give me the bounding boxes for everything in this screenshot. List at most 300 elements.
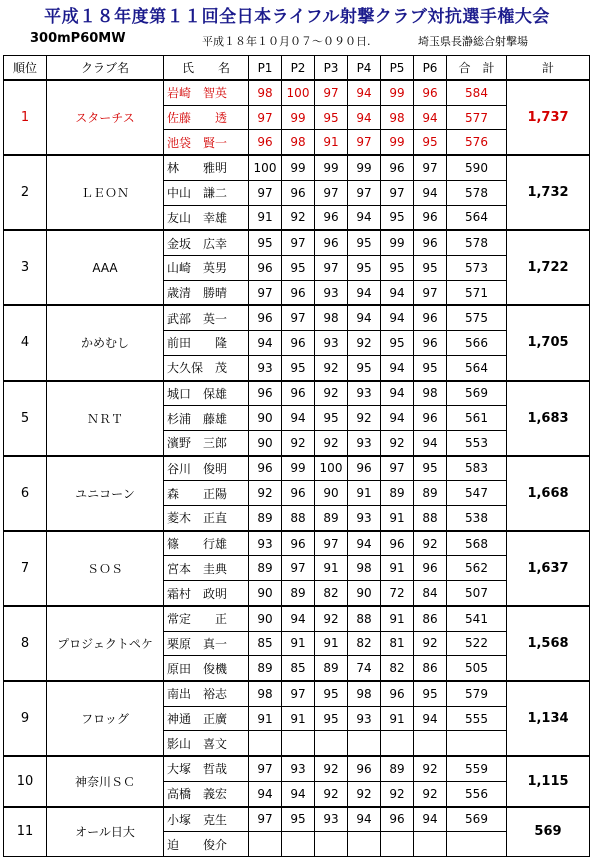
score-p2-cell: 94 (282, 606, 315, 631)
score-p5-cell: 94 (381, 355, 414, 380)
score-p3-cell: 97 (315, 255, 348, 280)
score-p5-cell: 89 (381, 756, 414, 781)
rank-cell: 1 (4, 80, 47, 155)
club-name-cell: ユニコーン (47, 456, 164, 531)
score-p1-cell (249, 832, 282, 857)
shooter-name-cell: 霜村 政明 (164, 581, 249, 606)
team-total-cell: 1,737 (507, 80, 590, 155)
score-p5-cell: 99 (381, 130, 414, 155)
score-p3-cell: 92 (315, 381, 348, 406)
table-row (4, 305, 590, 330)
score-p3-cell: 93 (315, 331, 348, 356)
score-p4-cell: 96 (348, 456, 381, 481)
team-total-cell: 1,115 (507, 756, 590, 806)
score-p4-cell (348, 832, 381, 857)
shooter-name-cell: 原田 俊機 (164, 656, 249, 681)
score-p3-cell: 91 (315, 556, 348, 581)
shooter-sum-cell: 538 (447, 506, 507, 531)
score-p5-cell: 91 (381, 556, 414, 581)
score-p6-cell: 95 (414, 130, 447, 155)
shooter-name-cell: 谷川 俊明 (164, 456, 249, 481)
score-p1-cell: 94 (249, 781, 282, 806)
team-group (4, 80, 590, 155)
team-total-cell: 569 (507, 807, 590, 857)
shooter-name-cell: 森 正陽 (164, 481, 249, 506)
shooter-sum-cell: 564 (447, 355, 507, 380)
col-total-header: 計 (507, 56, 590, 81)
score-p3-cell: 82 (315, 581, 348, 606)
score-p3-cell: 100 (315, 456, 348, 481)
shooter-sum-cell: 559 (447, 756, 507, 781)
score-p2-cell: 97 (282, 556, 315, 581)
shooter-name-cell: 迫 俊介 (164, 832, 249, 857)
score-p2-cell: 96 (282, 180, 315, 205)
team-group (4, 305, 590, 380)
score-p4-cell: 96 (348, 756, 381, 781)
score-p4-cell: 93 (348, 506, 381, 531)
col-p4-header: P4 (348, 56, 381, 81)
score-p3-cell (315, 832, 348, 857)
shooter-sum-cell: 507 (447, 581, 507, 606)
table-row (4, 681, 590, 706)
score-p6-cell: 97 (414, 155, 447, 180)
score-p6-cell (414, 731, 447, 756)
score-p5-cell (381, 832, 414, 857)
score-p1-cell: 98 (249, 80, 282, 105)
rank-cell: 4 (4, 305, 47, 380)
shooter-sum-cell (447, 832, 507, 857)
score-p3-cell: 92 (315, 756, 348, 781)
rank-cell: 5 (4, 381, 47, 456)
table-row (4, 531, 590, 556)
score-p2-cell: 92 (282, 430, 315, 455)
score-p4-cell: 92 (348, 406, 381, 431)
score-p4-cell: 88 (348, 606, 381, 631)
shooter-name-cell: 大久保 茂 (164, 355, 249, 380)
shooter-sum-cell: 555 (447, 706, 507, 731)
table-row (4, 456, 590, 481)
shooter-sum-cell: 541 (447, 606, 507, 631)
score-p1-cell: 90 (249, 581, 282, 606)
score-p3-cell: 89 (315, 656, 348, 681)
team-total-cell: 1,637 (507, 531, 590, 606)
score-p4-cell: 94 (348, 531, 381, 556)
score-p4-cell (348, 731, 381, 756)
rank-cell: 10 (4, 756, 47, 806)
shooter-name-cell: 大塚 哲哉 (164, 756, 249, 781)
score-p4-cell: 74 (348, 656, 381, 681)
score-p5-cell: 72 (381, 581, 414, 606)
shooter-name-cell: 前田 隆 (164, 331, 249, 356)
col-p3-header: P3 (315, 56, 348, 81)
club-name-cell: フロッグ (47, 681, 164, 756)
shooter-sum-cell: 568 (447, 531, 507, 556)
shooter-name-cell: 南出 裕志 (164, 681, 249, 706)
team-total-cell: 1,732 (507, 155, 590, 230)
score-p5-cell: 91 (381, 706, 414, 731)
score-p1-cell: 97 (249, 280, 282, 305)
shooter-sum-cell: 556 (447, 781, 507, 806)
shooter-sum-cell: 579 (447, 681, 507, 706)
shooter-sum-cell: 547 (447, 481, 507, 506)
score-p1-cell: 96 (249, 305, 282, 330)
rank-cell: 6 (4, 456, 47, 531)
shooter-name-cell: 影山 喜文 (164, 731, 249, 756)
score-p5-cell: 96 (381, 681, 414, 706)
club-name-cell: オール日大 (47, 807, 164, 857)
team-total-cell: 1,568 (507, 606, 590, 681)
rank-cell: 2 (4, 155, 47, 230)
shooter-sum-cell: 564 (447, 205, 507, 230)
score-p2-cell (282, 832, 315, 857)
rank-cell: 8 (4, 606, 47, 681)
col-p2-header: P2 (282, 56, 315, 81)
table-row (4, 230, 590, 255)
score-p2-cell: 97 (282, 305, 315, 330)
score-p4-cell: 92 (348, 781, 381, 806)
score-p6-cell: 86 (414, 656, 447, 681)
score-p4-cell: 94 (348, 80, 381, 105)
score-p2-cell: 91 (282, 631, 315, 656)
shooter-sum-cell: 577 (447, 105, 507, 130)
score-p1-cell: 92 (249, 481, 282, 506)
rank-cell: 3 (4, 230, 47, 305)
score-p1-cell: 96 (249, 130, 282, 155)
col-p1-header: P1 (249, 56, 282, 81)
score-p4-cell: 97 (348, 180, 381, 205)
results-table (3, 55, 590, 857)
score-p1-cell: 90 (249, 406, 282, 431)
shooter-name-cell: 山崎 英男 (164, 255, 249, 280)
score-p3-cell: 95 (315, 406, 348, 431)
club-name-cell: AAA (47, 230, 164, 305)
score-p4-cell: 95 (348, 255, 381, 280)
score-p4-cell: 91 (348, 481, 381, 506)
score-p6-cell: 84 (414, 581, 447, 606)
shooter-sum-cell: 573 (447, 255, 507, 280)
col-p5-header: P5 (381, 56, 414, 81)
rank-cell: 11 (4, 807, 47, 857)
score-p1-cell: 97 (249, 807, 282, 832)
score-p2-cell: 95 (282, 355, 315, 380)
score-p6-cell: 96 (414, 331, 447, 356)
score-p3-cell: 99 (315, 155, 348, 180)
shooter-name-cell: 歳清 勝晴 (164, 280, 249, 305)
table-row (4, 807, 590, 832)
club-name-cell: かめむし (47, 305, 164, 380)
score-p3-cell: 91 (315, 631, 348, 656)
score-p5-cell: 96 (381, 155, 414, 180)
header-row (4, 56, 590, 81)
score-p5-cell: 97 (381, 180, 414, 205)
shooter-sum-cell: 578 (447, 180, 507, 205)
shooter-name-cell: 宮本 圭典 (164, 556, 249, 581)
score-p1-cell: 95 (249, 230, 282, 255)
score-p3-cell (315, 731, 348, 756)
shooter-name-cell: 高橋 義宏 (164, 781, 249, 806)
score-p2-cell: 93 (282, 756, 315, 781)
shooter-name-cell: 城口 保雄 (164, 381, 249, 406)
score-p5-cell: 82 (381, 656, 414, 681)
team-total-cell: 1,705 (507, 305, 590, 380)
score-p5-cell: 94 (381, 305, 414, 330)
shooter-sum-cell: 569 (447, 807, 507, 832)
team-group (4, 456, 590, 531)
score-p5-cell: 99 (381, 80, 414, 105)
score-p3-cell: 93 (315, 807, 348, 832)
score-p4-cell: 94 (348, 105, 381, 130)
score-p2-cell: 98 (282, 130, 315, 155)
shooter-sum-cell: 584 (447, 80, 507, 105)
score-p2-cell: 85 (282, 656, 315, 681)
club-name-cell: スターチス (47, 80, 164, 155)
score-p2-cell: 97 (282, 681, 315, 706)
score-p2-cell: 95 (282, 807, 315, 832)
club-name-cell: 神奈川ＳＣ (47, 756, 164, 806)
team-group (4, 230, 590, 305)
score-p4-cell: 82 (348, 631, 381, 656)
score-p4-cell: 94 (348, 205, 381, 230)
score-p3-cell: 92 (315, 781, 348, 806)
score-p2-cell: 96 (282, 481, 315, 506)
event-venue: 埼玉県長瀞総合射撃場 (418, 35, 528, 48)
score-p6-cell: 94 (414, 430, 447, 455)
club-name-cell: ＳＯＳ (47, 531, 164, 606)
score-p1-cell: 96 (249, 381, 282, 406)
rank-cell: 9 (4, 681, 47, 756)
score-p6-cell: 96 (414, 406, 447, 431)
score-p3-cell: 95 (315, 706, 348, 731)
score-p5-cell: 96 (381, 531, 414, 556)
score-p4-cell: 98 (348, 556, 381, 581)
score-p6-cell: 96 (414, 80, 447, 105)
score-p5-cell: 91 (381, 506, 414, 531)
score-p2-cell: 91 (282, 706, 315, 731)
score-p6-cell: 96 (414, 305, 447, 330)
col-rank-header: 順位 (4, 56, 47, 81)
score-p5-cell: 96 (381, 807, 414, 832)
shooter-sum-cell: 522 (447, 631, 507, 656)
score-p3-cell: 92 (315, 355, 348, 380)
score-p5-cell: 97 (381, 456, 414, 481)
score-p3-cell: 91 (315, 130, 348, 155)
score-p6-cell: 95 (414, 681, 447, 706)
score-p3-cell: 95 (315, 105, 348, 130)
team-total-cell: 1,134 (507, 681, 590, 756)
score-p6-cell: 94 (414, 180, 447, 205)
score-p1-cell: 97 (249, 180, 282, 205)
score-p2-cell: 99 (282, 155, 315, 180)
score-p6-cell: 96 (414, 205, 447, 230)
score-p1-cell: 85 (249, 631, 282, 656)
score-p5-cell: 95 (381, 331, 414, 356)
shooter-name-cell: 篠 行雄 (164, 531, 249, 556)
score-p3-cell: 93 (315, 280, 348, 305)
shooter-sum-cell: 569 (447, 381, 507, 406)
club-name-cell: ＮＲＴ (47, 381, 164, 456)
team-total-cell: 1,683 (507, 381, 590, 456)
shooter-name-cell: 栗原 真一 (164, 631, 249, 656)
score-p5-cell: 91 (381, 606, 414, 631)
col-name-header: 氏 名 (164, 56, 249, 81)
club-name-cell: ＬＥＯＮ (47, 155, 164, 230)
score-p3-cell: 98 (315, 305, 348, 330)
score-p4-cell: 97 (348, 130, 381, 155)
score-p5-cell: 94 (381, 280, 414, 305)
score-p4-cell: 93 (348, 430, 381, 455)
score-p6-cell: 92 (414, 631, 447, 656)
score-p6-cell: 92 (414, 781, 447, 806)
score-p1-cell: 94 (249, 331, 282, 356)
score-p1-cell: 91 (249, 706, 282, 731)
score-p5-cell: 95 (381, 255, 414, 280)
score-p6-cell: 98 (414, 381, 447, 406)
score-p1-cell: 90 (249, 606, 282, 631)
shooter-name-cell: 武部 英一 (164, 305, 249, 330)
score-p4-cell: 94 (348, 280, 381, 305)
shooter-sum-cell: 562 (447, 556, 507, 581)
score-p4-cell: 95 (348, 230, 381, 255)
score-p5-cell: 99 (381, 230, 414, 255)
score-p6-cell: 94 (414, 807, 447, 832)
score-p4-cell: 93 (348, 381, 381, 406)
score-p1-cell: 97 (249, 105, 282, 130)
score-p1-cell: 89 (249, 656, 282, 681)
shooter-sum-cell: 553 (447, 430, 507, 455)
shooter-name-cell: 小塚 克生 (164, 807, 249, 832)
score-p4-cell: 93 (348, 706, 381, 731)
score-p2-cell: 100 (282, 80, 315, 105)
score-p1-cell: 89 (249, 556, 282, 581)
score-p1-cell (249, 731, 282, 756)
score-p3-cell: 92 (315, 606, 348, 631)
score-p6-cell: 95 (414, 255, 447, 280)
score-p1-cell: 100 (249, 155, 282, 180)
team-total-cell: 1,722 (507, 230, 590, 305)
shooter-name-cell: 岩崎 智英 (164, 80, 249, 105)
shooter-name-cell: 菱木 正直 (164, 506, 249, 531)
score-p2-cell: 97 (282, 230, 315, 255)
score-p5-cell: 94 (381, 406, 414, 431)
team-group (4, 531, 590, 606)
score-p6-cell: 97 (414, 280, 447, 305)
shooter-sum-cell: 576 (447, 130, 507, 155)
score-p3-cell: 97 (315, 80, 348, 105)
score-p6-cell: 96 (414, 230, 447, 255)
table-row (4, 756, 590, 781)
score-p2-cell: 89 (282, 581, 315, 606)
score-p3-cell: 97 (315, 531, 348, 556)
shooter-name-cell: 濱野 三郎 (164, 430, 249, 455)
shooter-name-cell: 中山 謙二 (164, 180, 249, 205)
score-p6-cell: 95 (414, 355, 447, 380)
team-group (4, 381, 590, 456)
score-p4-cell: 90 (348, 581, 381, 606)
event-name: 300mP60MW (30, 31, 126, 46)
score-p1-cell: 96 (249, 456, 282, 481)
score-p3-cell: 96 (315, 230, 348, 255)
shooter-sum-cell: 590 (447, 155, 507, 180)
score-p1-cell: 93 (249, 531, 282, 556)
score-p6-cell: 96 (414, 556, 447, 581)
page-title: 平成１８年度第１１回全日本ライフル射撃クラブ対抗選手権大会 (44, 7, 550, 27)
shooter-name-cell: 杉浦 藤雄 (164, 406, 249, 431)
score-p6-cell (414, 832, 447, 857)
score-p5-cell: 95 (381, 205, 414, 230)
score-p2-cell: 96 (282, 280, 315, 305)
score-p6-cell: 92 (414, 756, 447, 781)
score-p6-cell: 88 (414, 506, 447, 531)
shooter-sum-cell: 578 (447, 230, 507, 255)
shooter-sum-cell (447, 731, 507, 756)
score-p5-cell: 92 (381, 781, 414, 806)
score-p2-cell: 94 (282, 781, 315, 806)
shooter-name-cell: 神通 正廣 (164, 706, 249, 731)
shooter-sum-cell: 561 (447, 406, 507, 431)
rank-cell: 7 (4, 531, 47, 606)
score-p3-cell: 90 (315, 481, 348, 506)
shooter-name-cell: 林 雅明 (164, 155, 249, 180)
score-p3-cell: 95 (315, 681, 348, 706)
team-group (4, 681, 590, 756)
score-p1-cell: 96 (249, 255, 282, 280)
score-p2-cell: 94 (282, 406, 315, 431)
score-p1-cell: 91 (249, 205, 282, 230)
score-p3-cell: 97 (315, 180, 348, 205)
score-p5-cell: 98 (381, 105, 414, 130)
score-p3-cell: 92 (315, 430, 348, 455)
score-p2-cell: 99 (282, 456, 315, 481)
score-p2-cell: 99 (282, 105, 315, 130)
shooter-sum-cell: 583 (447, 456, 507, 481)
shooter-sum-cell: 571 (447, 280, 507, 305)
col-p6-header: P6 (414, 56, 447, 81)
table-row (4, 155, 590, 180)
shooter-name-cell: 佐藤 透 (164, 105, 249, 130)
table-row (4, 381, 590, 406)
score-p4-cell: 94 (348, 305, 381, 330)
score-p1-cell: 90 (249, 430, 282, 455)
shooter-name-cell: 常定 正 (164, 606, 249, 631)
score-p2-cell: 96 (282, 331, 315, 356)
shooter-sum-cell: 505 (447, 656, 507, 681)
score-p6-cell: 94 (414, 105, 447, 130)
score-p6-cell: 94 (414, 706, 447, 731)
shooter-name-cell: 友山 幸雄 (164, 205, 249, 230)
score-p3-cell: 96 (315, 205, 348, 230)
shooter-sum-cell: 575 (447, 305, 507, 330)
score-p1-cell: 89 (249, 506, 282, 531)
score-p5-cell: 89 (381, 481, 414, 506)
score-p6-cell: 92 (414, 531, 447, 556)
team-group (4, 807, 590, 857)
score-p5-cell: 92 (381, 430, 414, 455)
table-row (4, 606, 590, 631)
score-p1-cell: 98 (249, 681, 282, 706)
score-p6-cell: 89 (414, 481, 447, 506)
shooter-name-cell: 金坂 広幸 (164, 230, 249, 255)
team-group (4, 155, 590, 230)
score-p5-cell: 81 (381, 631, 414, 656)
score-p2-cell: 96 (282, 381, 315, 406)
team-total-cell: 1,668 (507, 456, 590, 531)
shooter-sum-cell: 566 (447, 331, 507, 356)
team-group (4, 756, 590, 806)
shooter-name-cell: 池袋 賢一 (164, 130, 249, 155)
score-p5-cell (381, 731, 414, 756)
score-p6-cell: 95 (414, 456, 447, 481)
score-p4-cell: 92 (348, 331, 381, 356)
